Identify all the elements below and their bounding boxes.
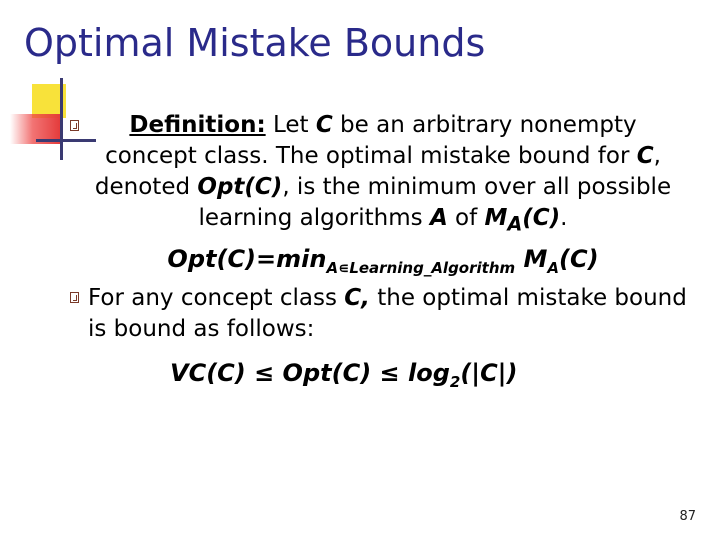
bound-text: For any concept class xyxy=(88,285,345,311)
bound-lhs: VC(C) ≤ Opt(C) ≤ log xyxy=(170,359,450,387)
mistake-arg: (C) xyxy=(522,205,561,231)
bound-formula xyxy=(170,355,517,400)
definition-text: , denoted xyxy=(94,143,661,200)
opt-formula xyxy=(88,240,678,287)
decor-horizontal-line xyxy=(36,139,96,142)
formula-rhs: (C) xyxy=(559,244,599,273)
concept-class-symbol: C xyxy=(315,112,333,138)
definition-text: be an arbitrary nonempty concept class. The optimal mistake bound for xyxy=(105,112,637,169)
definition-text: . xyxy=(560,205,568,231)
bound-rhs: (|C|) xyxy=(460,359,518,387)
bullet-icon xyxy=(70,120,79,131)
formula-m-subscript: A xyxy=(547,258,559,277)
opt-symbol: Opt(C) xyxy=(197,174,283,200)
definition-text: of xyxy=(447,205,485,231)
definition-label: Definition: xyxy=(129,112,266,138)
decor-vertical-line xyxy=(60,78,63,160)
formula-lhs: Opt(C)=min xyxy=(167,244,327,273)
bound-subscript: 2 xyxy=(449,372,461,391)
bullet-icon xyxy=(70,292,79,303)
bound-text: the optimal mistake bound is bound as follows: xyxy=(88,285,687,342)
definition-text: , is the minimum over all possible learning algorithms xyxy=(198,174,672,231)
slide-title: Optimal Mistake Bounds xyxy=(24,21,486,65)
definition-paragraph xyxy=(88,110,678,286)
concept-class-symbol: C, xyxy=(344,285,370,311)
formula-m: M xyxy=(515,244,548,273)
concept-class-symbol: C xyxy=(636,143,654,169)
definition-text: Let xyxy=(265,112,316,138)
algorithm-symbol: A xyxy=(429,205,448,231)
formula-subscript: A∊Learning_Algorithm xyxy=(326,258,516,277)
mistake-symbol: M xyxy=(484,205,508,231)
mistake-subscript: A xyxy=(507,212,523,236)
bound-paragraph xyxy=(88,283,688,345)
page-number: 87 xyxy=(679,509,696,524)
